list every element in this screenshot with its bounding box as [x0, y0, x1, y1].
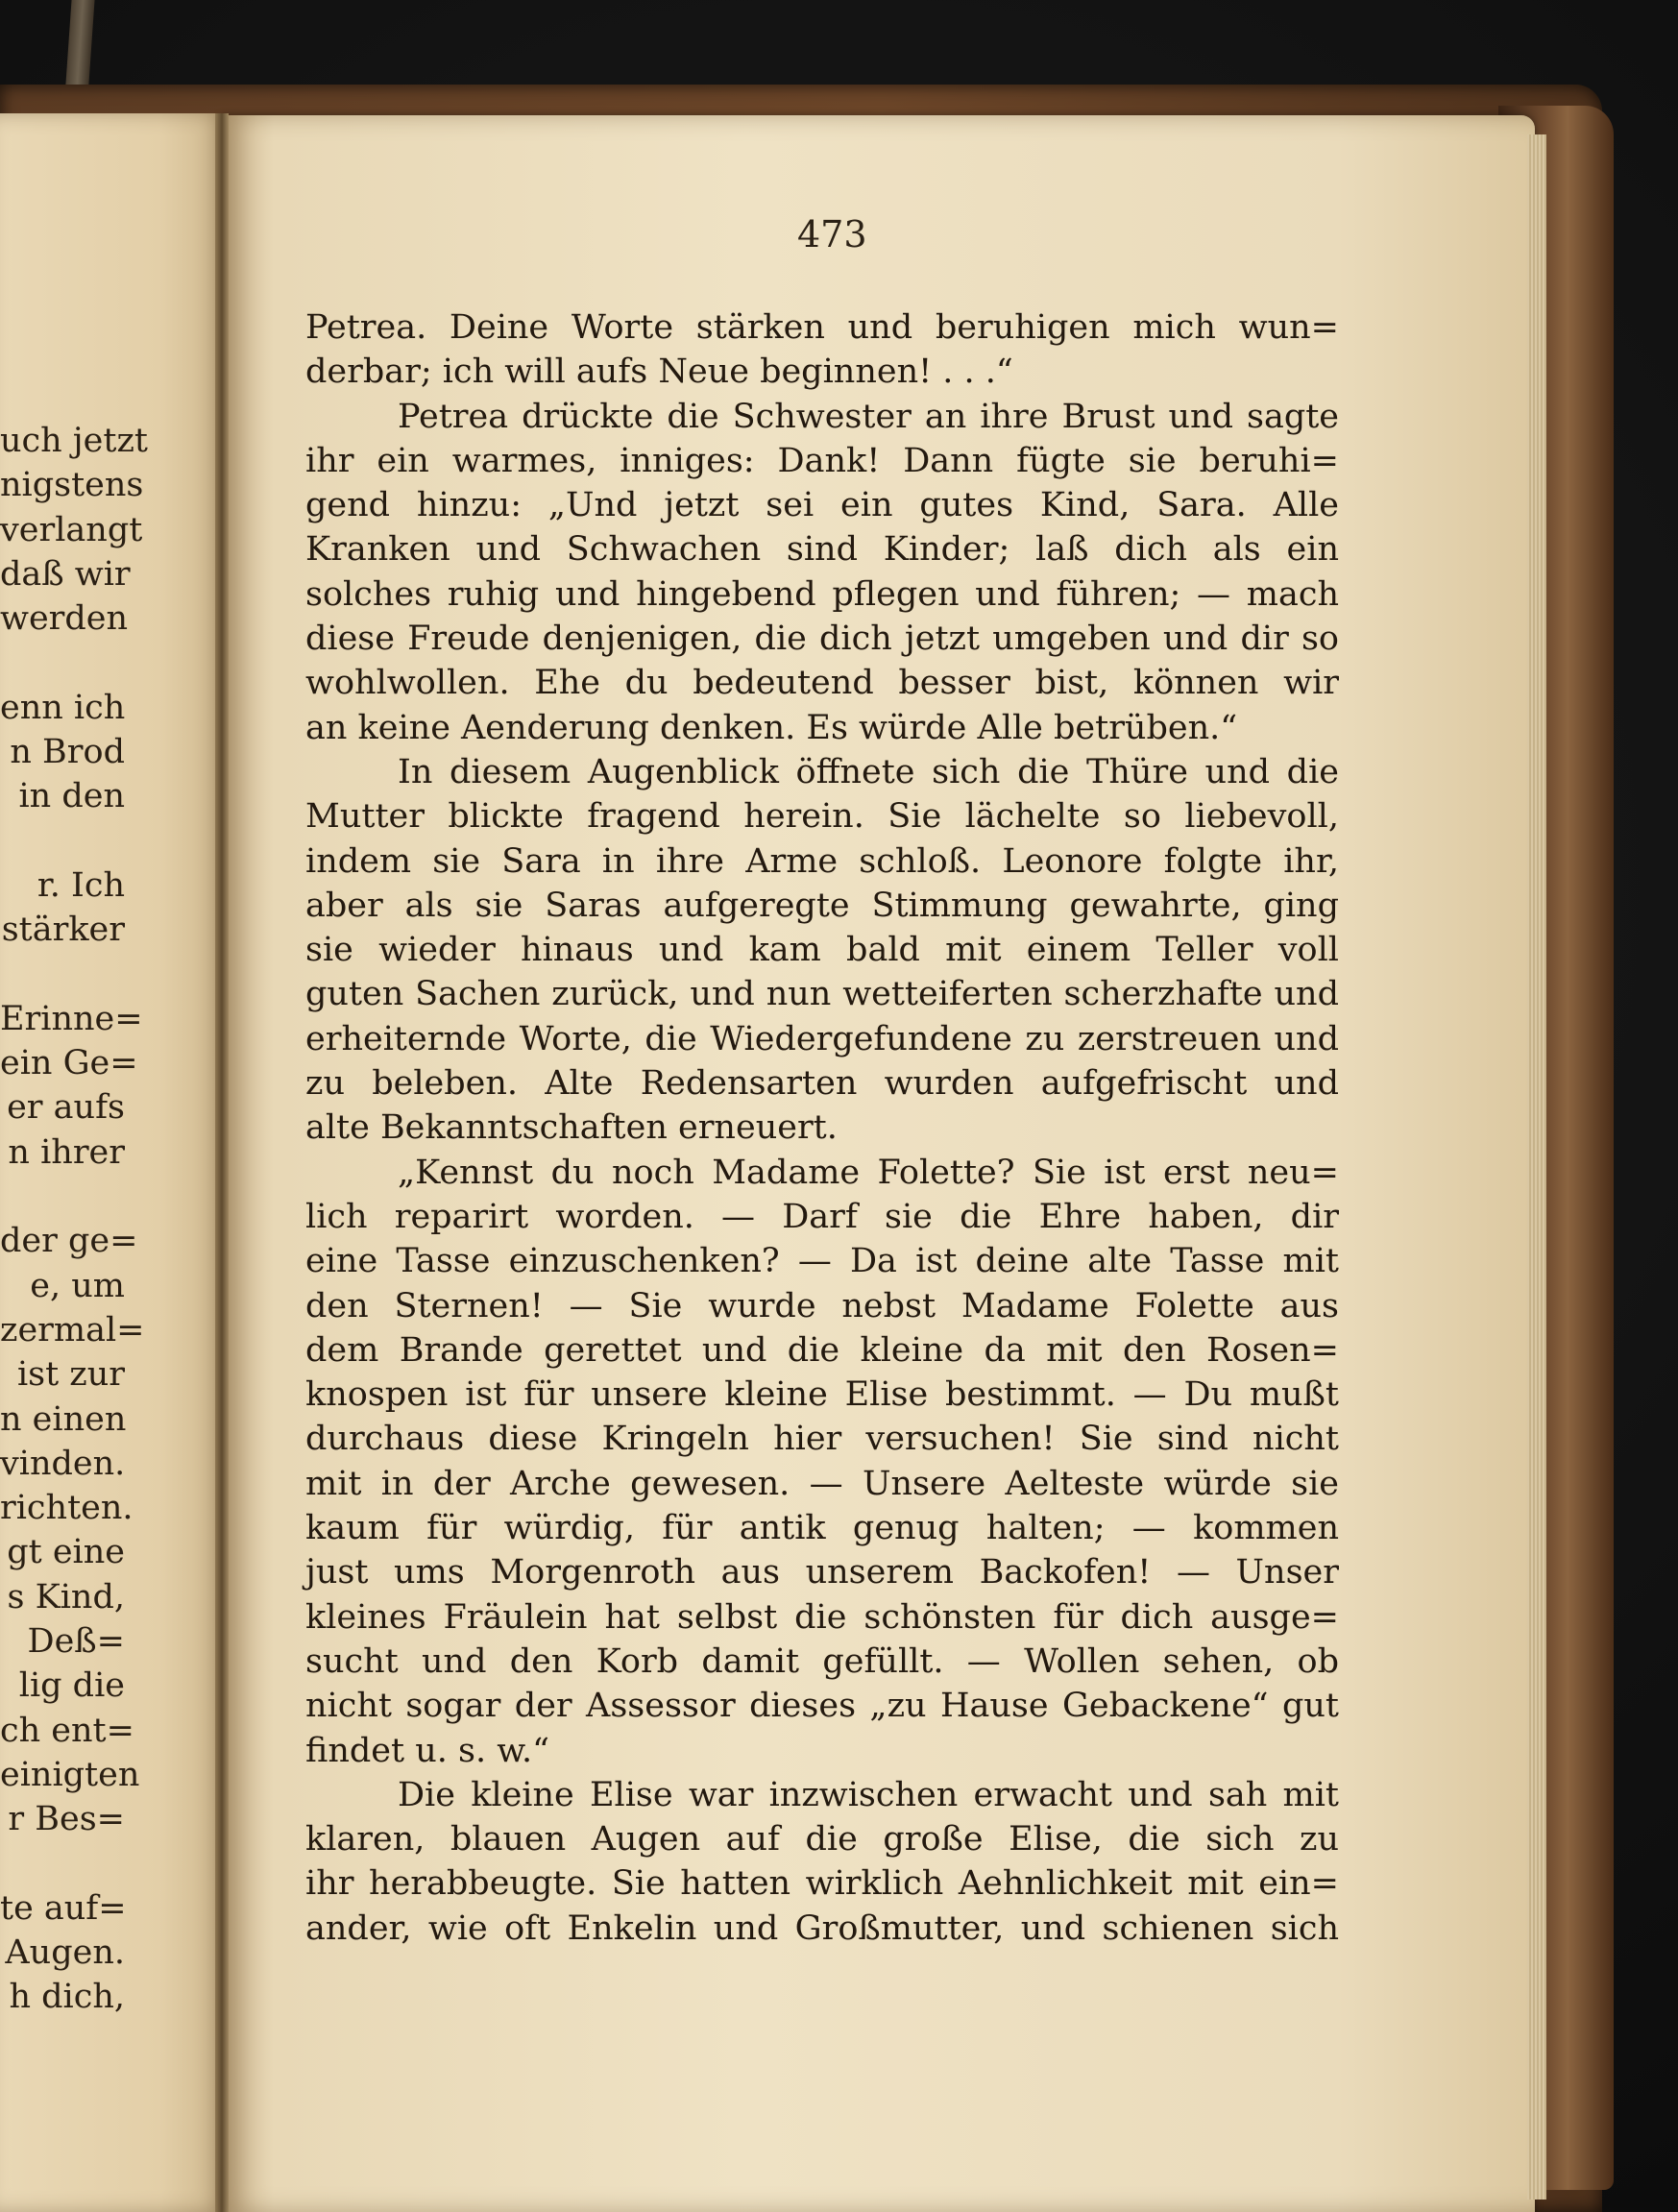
text-line: kaum für würdig, für antik genug halten; — kommen — [305, 1509, 1339, 1548]
left-page-line-fragment — [0, 953, 125, 997]
left-page-line-fragment: er aufs — [7, 1088, 125, 1128]
left-page-line-fragment: gt eine — [7, 1533, 125, 1572]
left-page-line-fragment: Deß= — [27, 1622, 125, 1662]
left-page-line-fragment: r. Ich — [36, 865, 125, 905]
left-page-line-fragment: s Kind, — [7, 1577, 125, 1616]
left-page-line-fragment — [0, 819, 125, 863]
text-line: Mutter blickte fragend herein. Sie lächelte so liebevoll, — [305, 797, 1339, 837]
book-gutter — [215, 113, 229, 2212]
left-page-line-fragment: uch jetzt — [0, 422, 148, 460]
left-page-line-fragment — [0, 1842, 125, 1886]
body-text — [305, 305, 1339, 1951]
left-page-line-fragment: r Bes= — [8, 1800, 125, 1839]
text-line: sucht und den Korb damit gefüllt. — Wollen sehen, ob — [305, 1641, 1339, 1681]
text-line: Petrea drückte die Schwester an ihre Brust und sagte — [398, 397, 1339, 436]
left-page-line-fragment: Erinne= — [0, 999, 143, 1038]
text-line: lich reparirt worden. — Darf sie die Ehre haben, dir — [305, 1197, 1339, 1236]
left-page-line-fragment: Augen. — [5, 1933, 125, 1973]
page-edges — [1527, 134, 1546, 2200]
text-line: wohlwollen. Ehe du bedeutend besser bist, können wir — [305, 664, 1339, 703]
left-page-text — [0, 419, 148, 2020]
left-page-line-fragment: n ihrer — [8, 1132, 125, 1172]
text-line: Petrea. Deine Worte stärken und beruhigen mich wun= — [305, 308, 1339, 347]
left-page-line-fragment: werden — [0, 599, 129, 639]
text-line: nicht sogar der Assessor dieses „zu Hause Gebackene“ gut — [305, 1687, 1339, 1726]
left-page-line-fragment: n einen — [0, 1399, 127, 1439]
text-line: knospen ist für unsere kleine Elise bestimmt. — Du mußt — [305, 1375, 1339, 1415]
left-page-line-fragment: zermal= — [0, 1310, 145, 1349]
text-line: Die kleine Elise war inzwischen erwacht und sah mit — [398, 1775, 1339, 1814]
left-page-line-fragment: einigten — [0, 1755, 140, 1794]
text-line: „Kennst du noch Madame Folette? Sie ist erst neu= — [398, 1153, 1339, 1192]
text-line: diese Freude denjenigen, die dich jetzt umgeben und dir so — [305, 620, 1339, 659]
text-line: gend hinzu: „Und jetzt sei ein gutes Kind, Sara. Alle — [305, 486, 1339, 525]
left-page-line-fragment: lig die — [18, 1666, 125, 1706]
text-line: ihr ein warmes, inniges: Dank! Dann fügte sie beruhi= — [305, 441, 1339, 480]
text-line: indem sie Sara in ihre Arme schloß. Leonore folgte ihr, — [305, 841, 1339, 881]
left-page-line-fragment: e, um — [30, 1266, 125, 1305]
text-line: an keine Aenderung denken. Es würde Alle betrüben.“ — [305, 708, 1238, 747]
text-line: kleines Fräulein hat selbst die schönsten für dich ausge= — [305, 1597, 1339, 1637]
text-line: ihr herabbeugte. Sie hatten wirklich Aehnlichkeit mit ein= — [305, 1864, 1339, 1904]
text-line: In diesem Augenblick öffnete sich die Thüre und die — [398, 752, 1339, 791]
text-line: zu beleben. Alte Redensarten wurden aufgefrischt und — [305, 1064, 1339, 1104]
left-page-line-fragment: daß wir — [0, 554, 131, 594]
left-page-line-fragment: ch ent= — [0, 1711, 134, 1750]
text-line: Kranken und Schwachen sind Kinder; laß dich als ein — [305, 530, 1339, 570]
left-page-line-fragment: vinden. — [0, 1444, 126, 1483]
text-line: dem Brande gerettet und die kleine da mit den Rosen= — [305, 1330, 1339, 1370]
left-page-line-fragment: richten. — [0, 1489, 134, 1528]
left-page-line-fragment: nigstens — [0, 466, 144, 505]
left-page-line-fragment: h dich, — [9, 1978, 125, 2017]
text-line: mit in der Arche gewesen. — Unsere Aelteste würde sie — [305, 1464, 1339, 1503]
text-line: den Sternen! — Sie wurde nebst Madame Folette aus — [305, 1286, 1339, 1325]
page-number: 473 — [797, 213, 867, 255]
text-line: eine Tasse einzuschenken? — Da ist deine alte Tasse mit — [305, 1242, 1339, 1281]
text-line: durchaus diese Kringeln hier versuchen! Sie sind nicht — [305, 1420, 1339, 1459]
text-line: solches ruhig und hingebend pflegen und führen; — mach — [305, 574, 1339, 614]
left-page-line-fragment: verlangt — [0, 510, 143, 549]
text-line: just ums Morgenroth aus unserem Backofen! — Unser — [305, 1553, 1339, 1592]
left-page — [0, 113, 229, 2212]
left-page-line-fragment: n Brod — [10, 733, 125, 772]
left-page-line-fragment: stärker — [1, 911, 125, 950]
left-page-line-fragment — [0, 641, 125, 685]
left-page-line-fragment: ein Ge= — [0, 1044, 138, 1083]
text-line: findet u. s. w.“ — [305, 1731, 550, 1770]
left-page-line-fragment: ist zur — [16, 1355, 125, 1395]
text-line: klaren, blauen Augen auf die große Elise, die sich zu — [305, 1820, 1339, 1860]
left-page-line-fragment: enn ich — [0, 688, 126, 727]
left-page-line-fragment: der ge= — [0, 1222, 138, 1261]
text-line: ander, wie oft Enkelin und Großmutter, und schienen sich — [305, 1908, 1339, 1948]
left-page-line-fragment — [0, 1175, 125, 1219]
text-line: erheiternde Worte, die Wiedergefundene zu zerstreuen und — [305, 1019, 1339, 1058]
text-line: aber als sie Saras aufgeregte Stimmung gewahrte, ging — [305, 886, 1339, 925]
text-line: alte Bekanntschaften erneuert. — [305, 1108, 838, 1148]
left-page-line-fragment: in den — [18, 777, 125, 816]
text-line: sie wieder hinaus und kam bald mit einem Teller voll — [305, 931, 1339, 970]
text-line: guten Sachen zurück, und nun wetteiferten scherzhafte und — [305, 975, 1339, 1014]
left-page-line-fragment: te auf= — [0, 1888, 127, 1928]
text-line: derbar; ich will aufs Neue beginnen! . . .“ — [305, 352, 1013, 392]
